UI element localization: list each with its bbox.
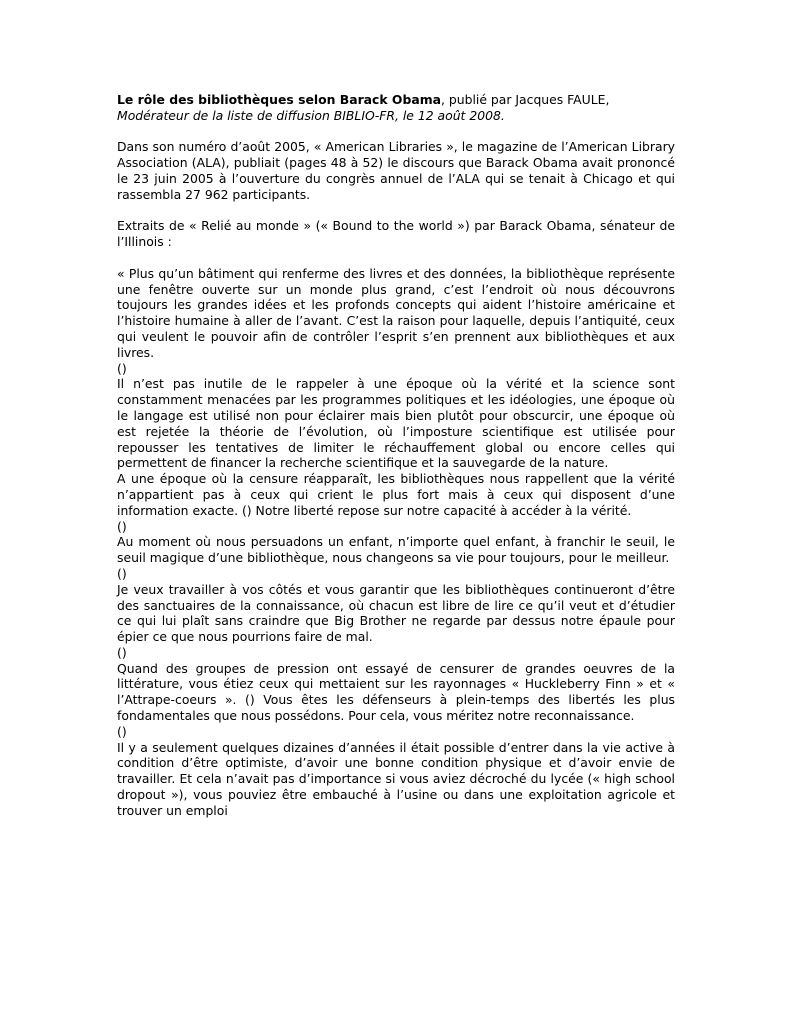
speech-paragraph: A une époque où la censure réapparaît, les bibliothèques nous rappellent que la vérité n’appartient pas à ceux qui crient le plus fort mais à ceux qui disposent d’une information exacte. () Notre liberté repose sur notre capacité à accéder à la vérité. xyxy=(117,471,675,518)
spacer xyxy=(117,124,675,140)
document-header xyxy=(117,92,675,124)
speech-paragraph: Il n’est pas inutile de le rappeler à une époque où la vérité et la science sont constamment menacées par les programmes politiques et les idéologies, une époque où le langage est utilisé non pour éclairer mais bien plutôt pour obscurcir, une époque où est rejetée la théorie de l’évolution, où l’imposture scientifique est utilisée pour repousser les tentatives de limiter le réchauffement global ou encore celles qui permettent de financer la recherche scientifique et la sauvegarde de la nature. xyxy=(117,376,675,471)
speech-paragraph: Il y a seulement quelques dizaines d’années il était possible d’entrer dans la vie active à condition d’être optimiste, d’avoir une bonne condition physique et d’avoir envie de travailler. Et cela n’avait pas d’importance si vous aviez décroché du lycée (« high school dropout »), vous pouviez être embauché à l’usine ou dans une exploitation agricole et trouver un emploi xyxy=(117,739,675,818)
spacer xyxy=(117,203,675,219)
document-page xyxy=(117,92,675,819)
speech-paragraph: Quand des groupes de pression ont essayé de censurer de grandes oeuvres de la littérature, vous étiez ceux qui mettaient sur les rayonnages « Huckleberry Finn » et « l’Attrape-coeurs ». () Vous êtes les défenseurs à plein-temps des libertés les plus fondamentales que nous possédons. Pour cela, vous méritez notre reconnaissance. xyxy=(117,660,675,724)
ellipsis-marker: () xyxy=(117,360,127,376)
speech-paragraph: « Plus qu’un bâtiment qui renferme des livres et des données, la bibliothèque représente une fenêtre ouverte sur un monde plus grand, c’est l’endroit où nous découvrons toujours les grandes idées et les profonds concepts qui aident l’histoire américaine et l’histoire humaine à aller de l’avant. C’est la raison pour laquelle, depuis l’antiquité, ceux qui veulent le pouvoir afin de contrôler l’esprit s’en prennent aux bibliothèques et aux livres. xyxy=(117,265,675,360)
ellipsis-marker: () xyxy=(117,518,127,534)
ellipsis-marker: () xyxy=(117,723,127,739)
ellipsis-marker: () xyxy=(117,644,127,660)
document-subtitle: Modérateur de la liste de diffusion BIBLIO-FR, le 12 août 2008. xyxy=(117,107,505,123)
ellipsis-marker: () xyxy=(117,565,127,581)
document-byline: , publié par Jacques FAULE, xyxy=(440,92,610,107)
document-title: Le rôle des bibliothèques selon Barack Obama xyxy=(117,92,441,107)
speech-paragraph: Au moment où nous persuadons un enfant, n’importe quel enfant, à franchir le seuil, le seuil magique d’une bibliothèque, nous changeons sa vie pour toujours, pour le meilleur. xyxy=(117,534,675,566)
spacer xyxy=(117,250,675,266)
speech-paragraph: Je veux travailler à vos côtés et vous garantir que les bibliothèques continueront d’être des sanctuaires de la connaissance, où chacun est libre de lire ce qu’il veut et d’étudier ce qui lui plaît sans craindre que Big Brother ne regarde par dessus notre épaule pour épier ce que nous pourrions faire de mal. xyxy=(117,581,675,645)
extracts-heading: Extraits de « Relié au monde » (« Bound to the world ») par Barack Obama, sénateur de l’Illinois : xyxy=(117,218,675,250)
intro-paragraph: Dans son numéro d’août 2005, « American Libraries », le magazine de l’American Library Association (ALA), publiait (pages 48 à 52) le discours que Barack Obama avait prononcé le 23 juin 2005 à l’ouverture du congrès annuel de l’ALA qui se tenait à Chicago et qui rassembla 27 962 participants. xyxy=(117,139,675,202)
